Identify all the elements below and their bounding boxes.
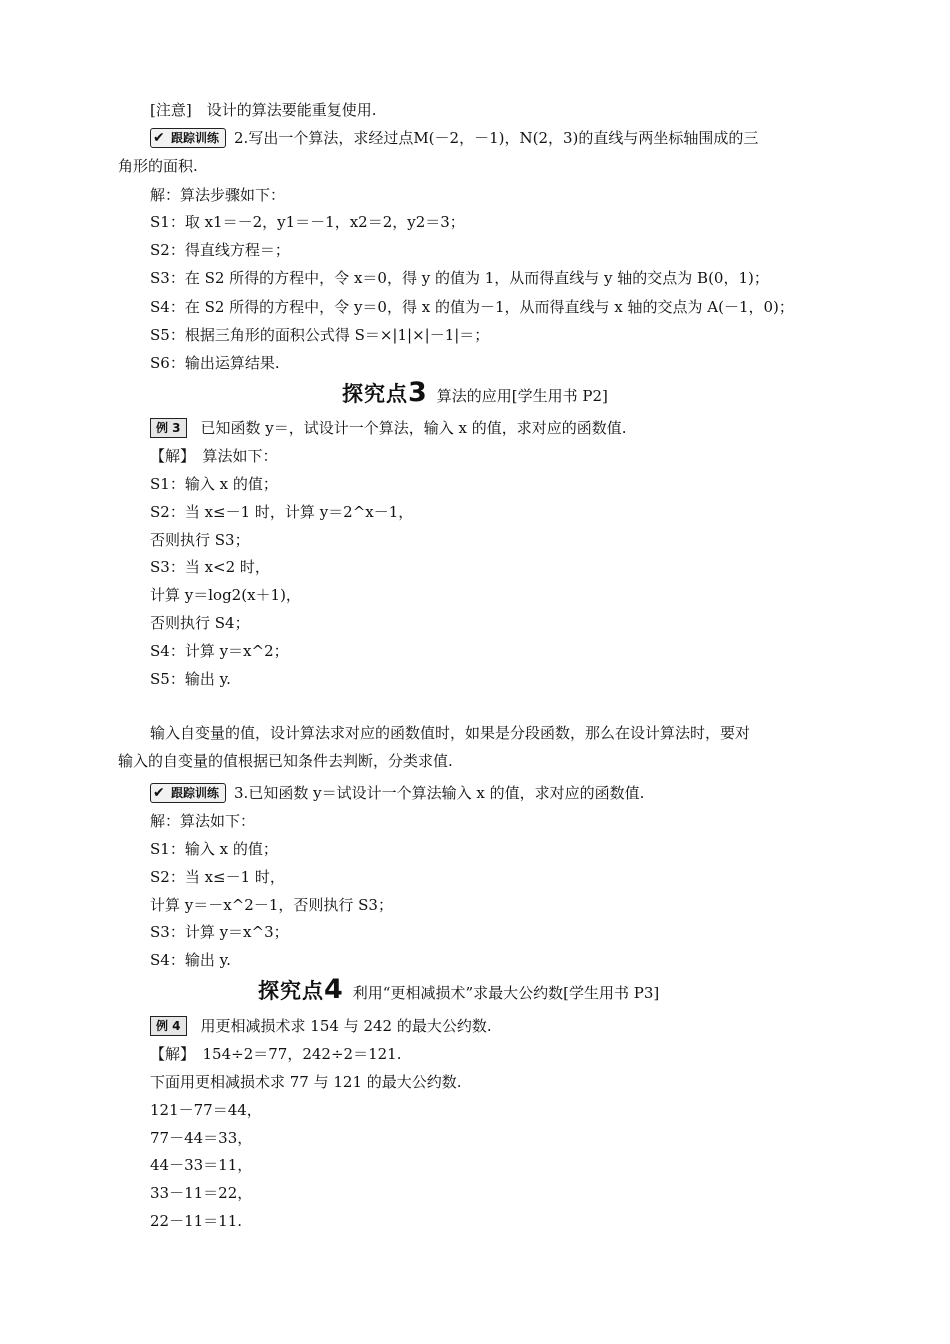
check-icon: ✔ [153, 130, 165, 146]
p3-s1: S1：输入 x 的值； [150, 840, 278, 858]
ex3-s3: S3：当 x<2 时， [150, 558, 270, 576]
ex3-s4: S4：计算 y＝x^2； [150, 642, 289, 660]
step-s6: S6：输出运算结果. [150, 354, 280, 372]
p3-s2: S2：当 x≤－1 时， [150, 868, 285, 886]
summary-line-1: 输入自变量的值，设计算法求对应的函数值时，如果是分段函数，那么在设计算法时，要对 [150, 724, 751, 742]
section-heading-3: 探究点3 算法的应用[学生用书 P2] [342, 377, 608, 408]
step-s2: S2：得直线方程＝； [150, 241, 290, 259]
section-heading-4: 探究点4 利用“更相减损术”求最大公约数[学生用书 P3] [258, 974, 660, 1005]
ex3-s1: S1：输入 x 的值； [150, 475, 278, 493]
practice-3-question: ✔ 跟踪训练 3.已知函数 y＝试设计一个算法输入 x 的值，求对应的函数值. [150, 783, 644, 803]
step-s1: S1：取 x1＝－2，y1＝－1，x2＝2，y2＝3； [150, 213, 465, 231]
solution-intro-2: 解：算法如下： [150, 812, 256, 830]
example-3-question: 例 3 已知函数 y＝，试设计一个算法，输入 x 的值，求对应的函数值. [150, 418, 627, 438]
ex3-else-2: 否则执行 S4； [150, 614, 250, 632]
check-icon: ✔ [153, 785, 165, 801]
p3-compute: 计算 y＝－x^2－1，否则执行 S3； [150, 896, 393, 914]
ex3-s2: S2：当 x≤－1 时，计算 y＝2^x－1， [150, 503, 414, 521]
ex4-step-1: 121－77＝44， [150, 1101, 262, 1119]
step-s5: S5：根据三角形的面积公式得 S＝×|1|×|－1|＝； [150, 326, 490, 344]
p3-s3: S3：计算 y＝x^3； [150, 923, 289, 941]
ex4-intro: 下面用更相减损术求 77 与 121 的最大公约数. [150, 1073, 462, 1091]
ex4-step-5: 22－11＝11. [150, 1212, 243, 1230]
solution-intro: 解：算法步骤如下： [150, 186, 286, 204]
practice-badge: ✔ 跟踪训练 [150, 783, 226, 803]
step-s3: S3：在 S2 所得的方程中，令 x＝0，得 y 的值为 1，从而得直线与 y 轴的交点为 B(0，1)； [150, 269, 769, 287]
example-badge: 例 4 [150, 1016, 187, 1036]
practice-2-question: ✔ 跟踪训练 2.写出一个算法，求经过点M(－2，－1)，N(2，3)的直线与两坐标轴围成的三 [150, 128, 758, 148]
note-line: [注意] 设计的算法要能重复使用. [150, 101, 377, 119]
ex4-step-4: 33－11＝22， [150, 1184, 253, 1202]
solution-header: 【解】 算法如下： [150, 447, 278, 465]
ex3-else-1: 否则执行 S3； [150, 531, 250, 549]
ex4-step-2: 77－44＝33， [150, 1129, 253, 1147]
ex3-compute: 计算 y＝log2(x＋1)， [150, 586, 301, 604]
example-4-question: 例 4 用更相减损术求 154 与 242 的最大公约数. [150, 1016, 492, 1036]
practice-badge: ✔ 跟踪训练 [150, 128, 226, 148]
ex3-s5: S5：输出 y. [150, 670, 231, 688]
ex4-step-3: 44－33＝11， [150, 1156, 253, 1174]
summary-line-2: 输入的自变量的值根据已知条件去判断，分类求值. [118, 752, 453, 770]
practice-2-question-cont: 角形的面积. [118, 157, 198, 175]
p3-s4: S4：输出 y. [150, 951, 231, 969]
example-badge: 例 3 [150, 418, 187, 438]
step-s4: S4：在 S2 所得的方程中，令 y＝0，得 x 的值为－1，从而得直线与 x 轴的交点为 A(－1，0)； [150, 298, 794, 316]
ex4-solution: 【解】 154÷2＝77，242÷2＝121. [150, 1045, 402, 1063]
